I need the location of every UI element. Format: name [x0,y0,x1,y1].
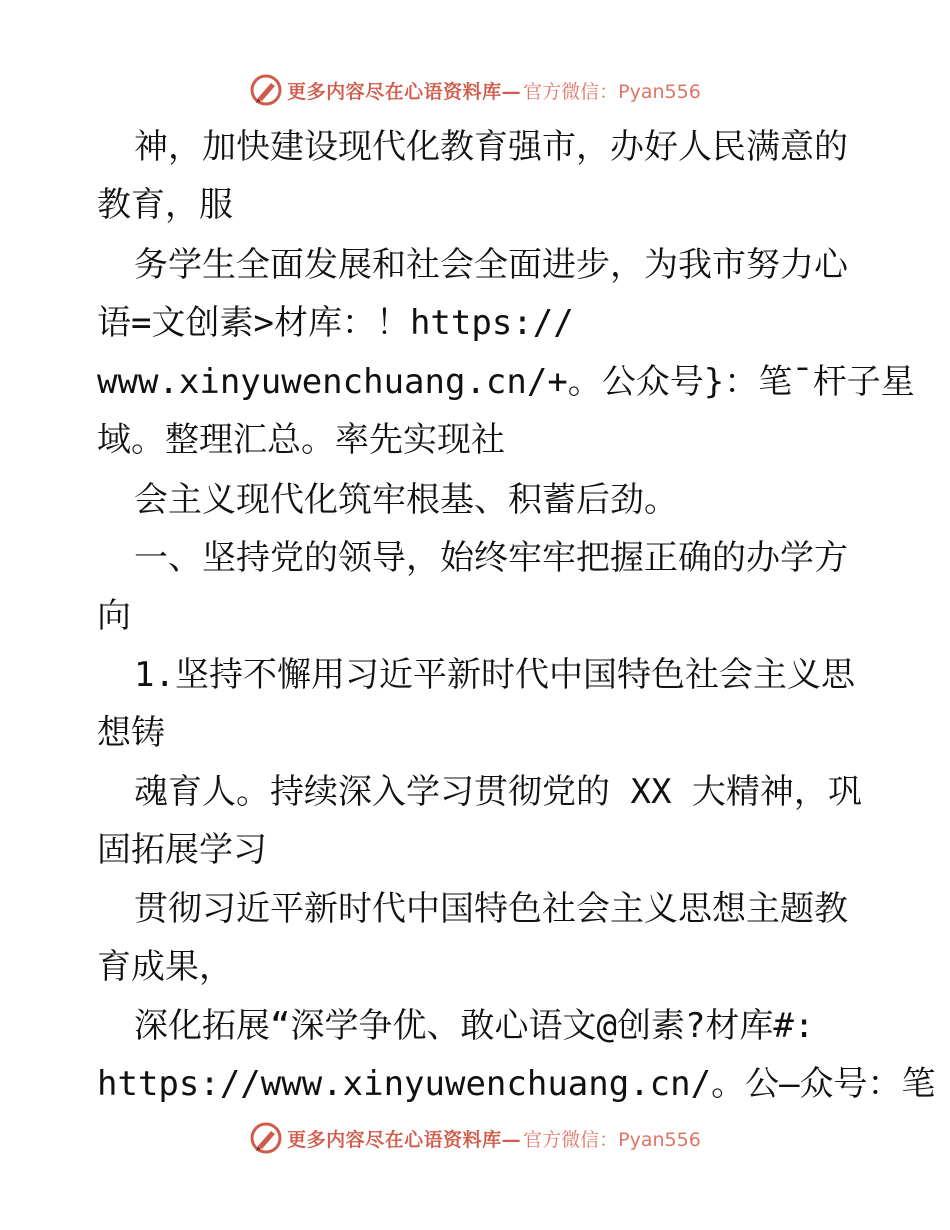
body-line: 神，加快建设现代化教育强市，办好人民满意的 [134,127,848,167]
footer-banner-wechat: 官方微信：Pyan556 [523,1128,701,1151]
pen-logo-icon [249,1121,283,1155]
body-line: 魂育人。持续深入学习贯彻党的 XX 大精神，巩 [134,772,862,812]
footer-banner-text: 更多内容尽在心语资料库— [287,1128,522,1151]
footer-watermark-banner [0,1116,950,1160]
body-line: 域。整理汇总。率先实现社 [97,420,505,460]
body-line: 深化拓展“深学争优、敢心语文@创素?材库#: [134,1006,815,1046]
body-line: 向 [97,596,131,636]
body-line: https://www.xinyuwenchuang.cn/。公—众号：笔 [97,1064,936,1104]
body-line: 一、坚持党的领导，始终牢牢把握正确的办学方 [134,538,848,578]
body-line: 教育，服 [97,185,233,225]
body-line: 语=文创素>材库：！https:// [97,303,574,343]
body-line: 务学生全面发展和社会全面进步，为我市努力心 [134,245,848,285]
pen-logo-icon [249,73,283,107]
body-line: 想铸 [97,713,165,753]
header-banner-wechat: 官方微信：Pyan556 [523,80,701,103]
body-line: 贯彻习近平新时代中国特色社会主义思想主题教 [134,889,848,929]
body-line: www.xinyuwenchuang.cn/+。公众号}：笔¯杆子星 [97,362,915,402]
body-line: 育成果， [97,947,233,987]
body-line: 固拓展学习 [97,830,267,870]
header-banner-text: 更多内容尽在心语资料库— [287,80,522,103]
header-watermark-banner [0,68,950,112]
body-line: 会主义现代化筑牢根基、积蓄后劲。 [134,480,678,520]
body-line: 1.坚持不懈用习近平新时代中国特色社会主义思 [134,655,855,695]
